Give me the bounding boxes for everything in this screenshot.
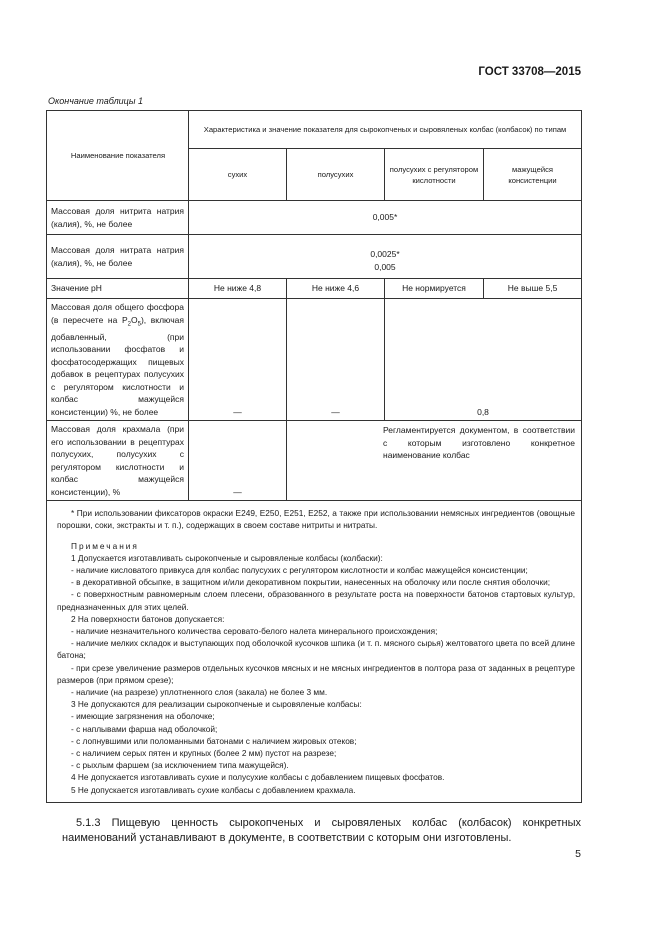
- row-phosphorus-name: Массовая доля общего фосфора (в пересчете на $P_2O_5$), включая добавленный, (при использовании фосфатов и фосфатосодержащих пищевых добавок в рецептурах полусухих с регулятором кислотности и колбас мажущейся консистенции) %, не более: [47, 299, 189, 421]
- footnote: * При использовании фиксаторов окраски Е249, Е250, Е251, Е252, а также при использовании немясных ингредиентов (овощные порошки, соки, экстракты и т. п.), содержащих в своем составе нитриты и нитраты.: [57, 508, 576, 531]
- row-phosphorus-semidry: —: [287, 299, 385, 421]
- note-line: - наличие незначительного количества серовато-белого налета минерального происхождения;: [71, 626, 438, 637]
- note-line: - в декоративной обсыпке, в защитном и/или декоративном покрытии, нанесенных на оболочку или после снятия оболочки;: [71, 577, 551, 588]
- note-line: - с наплывами фарша над оболочкой;: [71, 723, 218, 734]
- header-param-name: Наименование показателя: [47, 111, 189, 201]
- row-nitrate-value: [189, 235, 582, 279]
- page-number: 5: [575, 848, 581, 860]
- header-characteristic-group: Характеристика и значение показателя для сырокопченых и сыровяленых колбас (колбасок) по типам: [189, 111, 582, 149]
- row-ph-spreadable: Не выше 5,5: [484, 279, 582, 299]
- note-line: 5 Не допускается изготавливать сухие колбасы с добавлением крахмала.: [71, 784, 356, 795]
- note-line: - при срезе увеличение размеров отдельных кусочков мясных и не мясных ингредиентов в полтора раза от заданных в рецептуре размеров (при прямом срезе);: [57, 662, 576, 685]
- row-starch-name: Массовая доля крахмала (при его использовании в рецептурах полусухих, полусухих с регулятором кислотности и колбас мажущейся консистенции), %: [47, 421, 189, 501]
- row-nitrate-value-2: 0,005: [374, 261, 396, 272]
- header-type-semidry: полусухих: [287, 149, 385, 201]
- row-nitrate-name: Массовая доля нитрата натрия (калия), %, не более: [47, 235, 189, 279]
- row-phosphorus-dry: —: [189, 299, 287, 421]
- row-nitrite-name: Массовая доля нитрита натрия (калия), %, не более: [47, 201, 189, 235]
- notes-title: Примечания: [71, 540, 139, 551]
- table-caption: Окончание таблицы 1: [48, 96, 143, 106]
- header-type-dry: сухих: [189, 149, 287, 201]
- header-type-semidry-acidity: полусухих с регулятором кислотности: [385, 149, 484, 201]
- note-line: - с наличием серых пятен и крупных (более 2 мм) пустот на разрезе;: [71, 748, 337, 759]
- row-nitrate-value-1: 0,0025*: [370, 249, 400, 259]
- paragraph-5-1-3: 5.1.3 Пищевую ценность сырокопченых и сыровяленых колбас (колбасок) конкретных наименований устанавливают в документе, в соответствии с которым они изготовлены.: [62, 817, 581, 844]
- note-line: 3 Не допускаются для реализации сырокопченые и сыровяленые колбасы:: [71, 699, 362, 710]
- note-line: - с поверхностным равномерным слоем плесени, образованного в результате роста на поверхности батонов стартовых культур, предназначенных для этих целей.: [57, 589, 576, 612]
- note-line: - с рыхлым фаршем (за исключением типа мажущейся).: [71, 760, 289, 771]
- row-ph-semidry-acidity: Не нормируется: [385, 279, 484, 299]
- row-phosphorus-rest: 0,8: [385, 299, 582, 421]
- row-ph-semidry: Не ниже 4,6: [287, 279, 385, 299]
- row-ph-dry: Не ниже 4,8: [189, 279, 287, 299]
- notes-block: [47, 501, 582, 803]
- note-line: - наличие (на разрезе) уплотненного слоя (закала) не более 3 мм.: [71, 687, 328, 698]
- note-line: 1 Допускается изготавливать сырокопченые и сыровяленые колбасы (колбаски):: [71, 552, 383, 563]
- row-ph-name: Значение pH: [47, 279, 189, 299]
- header-type-spreadable: мажущейся консистенции: [484, 149, 582, 201]
- note-line: 4 Не допускается изготавливать сухие и полусухие колбасы с добавлением пищевых фосфатов.: [71, 772, 445, 783]
- row-starch-dry: —: [189, 421, 287, 501]
- note-line: 2 На поверхности батонов допускается:: [71, 613, 225, 624]
- row-starch-rest: Регламентируется документом, в соответствии с которым изготовлено конкретное наименование колбас: [287, 421, 582, 501]
- standard-number: ГОСТ 33708—2015: [478, 66, 581, 78]
- body-paragraph: [62, 816, 581, 846]
- row-nitrite-value: 0,005*: [189, 201, 582, 235]
- note-line: - наличие кисловатого привкуса для колбас полусухих с регулятором кислотности и колбас мажущейся консистенции;: [71, 565, 528, 575]
- note-line: - имеющие загрязнения на оболочке;: [71, 711, 215, 722]
- note-line: - наличие мелких складок и выступающих под оболочкой кусочков шпика (и т. п. мясного сырья) желтоватого цвета по всей длине батона;: [57, 638, 576, 661]
- note-line: - с лопнувшими или поломанными батонами с наличием жировых отеков;: [71, 735, 357, 746]
- indicators-table: [46, 110, 582, 803]
